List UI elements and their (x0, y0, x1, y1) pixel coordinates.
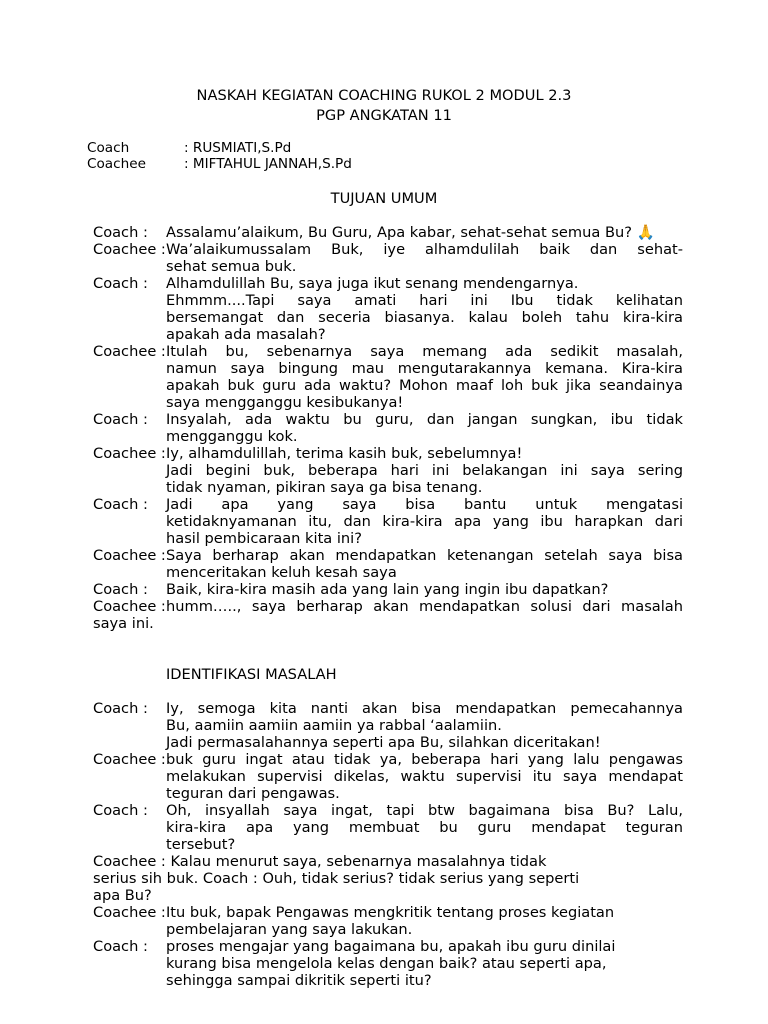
dialog-line (93, 904, 683, 921)
dialog-line-text: sehingga sampai dikritik seperti itu? (166, 972, 432, 989)
dialog-line-text: apakah buk guru ada waktu? Mohon maaf loh buk jika seandainya (166, 377, 683, 394)
speaker-label: Coachee : (93, 343, 166, 360)
coachee-label: Coachee (87, 156, 146, 172)
speaker-label (93, 326, 166, 343)
dialog-identifikasi-masalah (93, 700, 683, 989)
speaker-label (93, 394, 166, 411)
speaker-label (93, 462, 166, 479)
dialog-line (93, 955, 683, 972)
dialog-line-text: Iy, alhamdulillah, terima kasih buk, sebelumnya! (166, 445, 523, 462)
speaker-label: Coachee : (93, 598, 166, 615)
dialog-line (93, 428, 683, 445)
dialog-line (93, 853, 683, 870)
speaker-label (93, 717, 166, 734)
dialog-line (93, 768, 683, 785)
speaker-label: Coach : (93, 581, 148, 598)
dialog-line-text: kurang bisa mengelola kelas dengan baik? atau seperti apa, (166, 955, 607, 972)
dialog-line-text: sehat semua buk. (166, 258, 297, 275)
speaker-label (93, 428, 166, 445)
dialog-line-text: Bu, aamiin aamiin aamiin ya rabbal ‘aalamiin. (166, 717, 502, 734)
dialog-tujuan-umum (93, 224, 683, 632)
speaker-label (93, 377, 166, 394)
dialog-line (93, 887, 683, 904)
dialog-line-text: tidak nyaman, pikiran saya ga bisa tenang. (166, 479, 483, 496)
speaker-label (93, 785, 166, 802)
dialog-line (93, 309, 683, 326)
speaker-label (93, 819, 166, 836)
dialog-line-text: Itu buk, bapak Pengawas mengkritik tentang proses kegiatan (166, 904, 615, 921)
dialog-line-text: apa Bu? (93, 887, 152, 904)
dialog-line (93, 802, 683, 819)
dialog-line (93, 224, 683, 241)
document-title: NASKAH KEGIATAN COACHING RUKOL 2 MODUL 2.3 (196, 87, 572, 104)
dialog-line-text: Ehmmm....Tapi saya amati hari ini Ibu tidak kelihatan (166, 292, 683, 309)
speaker-label (93, 258, 166, 275)
speaker-label: Coach : (93, 700, 148, 717)
dialog-line (93, 360, 683, 377)
dialog-line-text: Itulah bu, sebenarnya saya memang ada sedikit masalah, (166, 343, 683, 360)
speaker-label: Coachee : (93, 904, 166, 921)
dialog-line (93, 241, 683, 258)
dialog-line (93, 717, 683, 734)
speaker-label: Coachee : (93, 547, 166, 564)
speaker-label: Coach : (93, 802, 148, 819)
dialog-line (93, 462, 683, 479)
dialog-line (93, 394, 683, 411)
dialog-line-text: proses mengajar yang bagaimana bu, apakah ibu guru dinilai (166, 938, 616, 955)
dialog-line-text: Iy, semoga kita nanti akan bisa mendapatkan pemecahannya (166, 700, 683, 717)
dialog-line-text: tersebut? (166, 836, 236, 853)
dialog-line-text: buk guru ingat atau tidak ya, beberapa hari yang lalu pengawas (166, 751, 683, 768)
dialog-line (93, 547, 683, 564)
dialog-line (93, 377, 683, 394)
dialog-line (93, 598, 683, 615)
dialog-line-text: Wa’alaikumussalam Buk, iye alhamdulilah baik dan sehat- (166, 241, 683, 258)
dialog-line-text: Jadi apa yang saya bisa bantu untuk mengatasi (166, 496, 683, 513)
dialog-line (93, 581, 683, 598)
dialog-line-text: serius sih buk. Coach : Ouh, tidak serius? tidak serius yang seperti (93, 870, 580, 887)
dialog-line-text: namun saya bingung mau mengutarakannya kemana. Kira-kira (166, 360, 683, 377)
dialog-line-text: teguran dari pengawas. (166, 785, 340, 802)
dialog-line-text: pembelajaran yang saya lakukan. (166, 921, 413, 938)
dialog-line (93, 326, 683, 343)
dialog-line (93, 258, 683, 275)
coach-name: : RUSMIATI,S.Pd (184, 140, 292, 156)
coachee-info (87, 156, 352, 172)
speaker-label (93, 360, 166, 377)
dialog-line (93, 496, 683, 513)
dialog-line (93, 292, 683, 309)
dialog-line-text: Oh, insyallah saya ingat, tapi btw bagaimana bisa Bu? Lalu, (166, 802, 683, 819)
dialog-line-text: bersemangat dan seceria biasanya. kalau boleh tahu kira-kira (166, 309, 683, 326)
dialog-line-text: Jadi begini buk, beberapa hari ini belakangan ini saya sering (166, 462, 683, 479)
speaker-label: Coach : (93, 496, 148, 513)
dialog-line-text: ketidaknyamanan itu, dan kira-kira apa yang ibu harapkan dari (166, 513, 683, 530)
coach-info (87, 140, 291, 156)
dialog-line (93, 751, 683, 768)
dialog-line (93, 530, 683, 547)
dialog-line (93, 513, 683, 530)
speaker-label (93, 292, 166, 309)
dialog-line-text: melakukan supervisi dikelas, waktu supervisi itu saya mendapat (166, 768, 683, 785)
speaker-label (93, 972, 166, 989)
coach-label: Coach (87, 140, 130, 156)
speaker-label (93, 734, 166, 751)
dialog-line (93, 343, 683, 360)
speaker-label (93, 921, 166, 938)
speaker-label (93, 836, 166, 853)
dialog-line (93, 785, 683, 802)
dialog-line (93, 615, 683, 632)
dialog-line (93, 445, 683, 462)
dialog-line-text: Saya berharap akan mendapatkan ketenangan setelah saya bisa (166, 547, 683, 564)
dialog-line-text: Jadi permasalahannya seperti apa Bu, silahkan diceritakan! (166, 734, 601, 751)
dialog-line-text: apakah ada masalah? (166, 326, 326, 343)
dialog-line (93, 479, 683, 496)
dialog-line-text: menceritakan keluh kesah saya (166, 564, 397, 581)
dialog-line (93, 700, 683, 717)
speaker-label: Coachee : (93, 751, 166, 768)
speaker-label (93, 309, 166, 326)
dialog-line (93, 938, 683, 955)
dialog-line-text: Insyalah, ada waktu bu guru, dan jangan sungkan, ibu tidak (166, 411, 683, 428)
dialog-line (93, 836, 683, 853)
dialog-line (93, 275, 683, 292)
document-subtitle: PGP ANGKATAN 11 (316, 107, 452, 124)
speaker-label: Coach : (93, 411, 148, 428)
dialog-line-text: saya mengganggu kesibukanya! (166, 394, 404, 411)
dialog-line (93, 870, 683, 887)
speaker-label: Coach : (93, 224, 148, 241)
speaker-label: Coach : (93, 275, 148, 292)
dialog-line-text: Alhamdulillah Bu, saya juga ikut senang mendengarnya. (166, 275, 579, 292)
dialog-line-text: Assalamu’alaikum, Bu Guru, Apa kabar, sehat-sehat semua Bu? 🙏 (166, 224, 655, 241)
speaker-label (93, 530, 166, 547)
dialog-line-text: saya ini. (93, 615, 154, 632)
speaker-label (93, 564, 166, 581)
section-heading-identifikasi-masalah: IDENTIFIKASI MASALAH (166, 666, 337, 683)
speaker-label (93, 955, 166, 972)
dialog-line-text: mengganggu kok. (166, 428, 298, 445)
dialog-line-text: hasil pembicaraan kita ini? (166, 530, 362, 547)
dialog-line (93, 734, 683, 751)
dialog-line-text: Coachee : Kalau menurut saya, sebenarnya masalahnya tidak (93, 853, 547, 870)
section-heading-tujuan-umum: TUJUAN UMUM (330, 190, 438, 207)
dialog-line (93, 564, 683, 581)
dialog-line-text: kira-kira apa yang membuat bu guru mendapat teguran (166, 819, 683, 836)
speaker-label (93, 513, 166, 530)
dialog-line (93, 972, 683, 989)
speaker-label (93, 768, 166, 785)
speaker-label: Coachee : (93, 241, 166, 258)
speaker-label: Coachee : (93, 445, 166, 462)
dialog-line (93, 921, 683, 938)
dialog-line-text: Baik, kira-kira masih ada yang lain yang ingin ibu dapatkan? (166, 581, 609, 598)
dialog-line (93, 411, 683, 428)
dialog-line (93, 819, 683, 836)
dialog-line-text: humm….., saya berharap akan mendapatkan solusi dari masalah (166, 598, 683, 615)
coachee-name: : MIFTAHUL JANNAH,S.Pd (184, 156, 352, 172)
speaker-label (93, 479, 166, 496)
speaker-label: Coach : (93, 938, 148, 955)
